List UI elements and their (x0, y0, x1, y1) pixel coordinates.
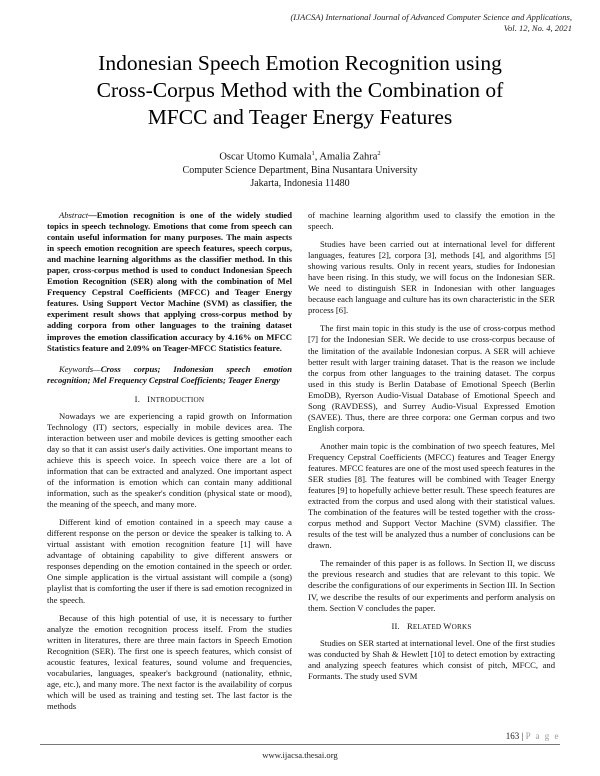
page-number-value: 163 (505, 731, 520, 741)
journal-name: (IJACSA) International Journal of Advanced Computer Science and Applications, (290, 12, 572, 22)
paragraph: The remainder of this paper is as follows. In Section II, we discuss the previous research and studies that are relevant to this topic. We describe the configurations of our experiments in Section III. In Section IV, we describe the results of our experiments and perform analysis on them. Section V concludes the paper. (308, 558, 555, 613)
paragraph: Another main topic is the combination of two speech features, Mel Frequency Cepstral Coefficients (MFCC) features and Teager Energy features. MFCC features are one of the most used speech features in the SER studies [8]. The features will be combined with Teager Energy features [9] to hopefully achieve better result. These speech features are extracted from the corpus and used along with their statistical values. The combination of the features will be tested together with the cross-corpus method and Support Vector Machine (SVM) classifier. The results of the test will be analyzed thus a number of conclusions can be drawn. (308, 440, 555, 551)
section-heading-introduction (47, 394, 292, 406)
author-block (40, 148, 560, 190)
paragraph: Different kind of emotion contained in a speech may cause a different response on the person or device the speaker is talking to. A virtual assistant with emotion recognition feature [1] will have advantage of obtaining capability to give different answers or responses depending on the emotion contained in the speech or order. One simple application is the virtual assistant will compile a (song) playlist that is comforting the user if there is sad emotion recognized in the speech. (47, 517, 292, 605)
section-title-initial: W (443, 620, 452, 631)
left-column (47, 210, 292, 719)
footer-url: www.ijacsa.thesai.org (262, 750, 338, 760)
abstract-dash: — (88, 210, 97, 220)
author-1: Oscar Utomo Kumala (219, 151, 312, 163)
section-title-rest: ELATED (412, 622, 444, 631)
paragraph: Because of this high potential of use, it is necessary to further analyze the emotion recognition process itself. From the studies written in literatures, there are three main factors in Speech Emotion Recognition (SER). The first one is speech features, which consist of acoustic features, lexical features, sound volume and frequencies, vocabularies, languages, speaker's background (nationality, ethnic, age, etc.), and many more. The next factor is the availability of corpus which will be used as training and testing set. The last factor is the methods (47, 612, 292, 711)
section-title-initial: I (147, 393, 151, 404)
right-column (308, 210, 555, 689)
paragraph: of machine learning algorithm used to classify the emotion in the speech. (308, 210, 555, 232)
author-names (40, 148, 560, 164)
section-title-rest: NTRODUCTION (150, 395, 205, 404)
affiliation: Computer Science Department, Bina Nusantara University (182, 165, 418, 176)
abstract (47, 210, 292, 354)
keywords-text: Cross corpus; Indonesian speech emotion recognition; Mel Frequency Cepstral Coefficients; Teager Energy (47, 363, 292, 385)
abstract-text: Emotion recognition is one of the widely studied topics in speech technology. Emotions that come from speech can contain useful information for many purposes. The main aspects in speech emotion recognition are speech features, speech corpus, and machine learning algorithms as the classifier method. In this paper, cross-corpus method is used to conduct Indonesian Speech Emotion Recognition (SER) along with the combination of Mel Frequency Cepstral Coefficients (MFCC) and Teager Energy features. Using Support Vector Machine (SVM) as classifier, the experiment result shows that applying cross-corpus method by adding corpora from other languages to the training dataset improves the emotion classification accuracy by 4.16% on MFCC Statistics feature and 2.09% on Teager-MFCC Statistics feature. (47, 210, 292, 353)
keywords-label: Keywords— (59, 363, 101, 374)
paper-title (40, 50, 560, 131)
abstract-label: Abstract (59, 210, 89, 220)
title-line-1: Indonesian Speech Emotion Recognition using (98, 51, 502, 75)
section-title-rest: ORKS (451, 622, 472, 631)
journal-volume: Vol. 12, No. 4, 2021 (503, 23, 572, 33)
author-2-affil-mark: 2 (377, 150, 381, 157)
page-label: P a g e (525, 731, 560, 741)
section-number: I. (134, 393, 141, 404)
journal-header (290, 12, 572, 34)
paragraph: Studies on SER started at international level. One of the first studies was conducted by Shah & Hewlett [10] to detect emotion by extracting and analyzing speech features which consist of pitch, MFCC, and Formants. The study used SVM (308, 637, 555, 681)
paragraph: Studies have been carried out at international level for different languages, features [2], corpora [3], methods [4], and algorithms [5] showing various results. Only in recent years, studies for Indonesian have been rising. In this study, we will focus on the Indonesian SER. We need to distinguish SER in Indonesian with other languages because each language and culture has its own characteristic in the SER process [6]. (308, 239, 555, 316)
section-heading-related-works (308, 621, 555, 633)
paragraph: The first main topic in this study is the use of cross-corpus method [7] for the Indonesian SER. We decide to use cross-corpus because of the limitation of the available Indonesian corpus. A SER will achieve better result with larger training dataset. That is the reason we include the corpus from other languages to the training dataset. The corpus used in this study is Berlin Database of Emotional Speech (Berlin EmoDB), Ryerson Audio-Visual Database of Emotional Speech and Song (RAVDESS), and Surrey Audio-Visual Expressed Emotion (SAVEE). Thus, there are three corpora: one German corpus and two English corpora. (308, 323, 555, 433)
page-number-separator: | (519, 731, 526, 741)
title-line-3: MFCC and Teager Energy Features (147, 105, 453, 129)
section-number: II. (391, 620, 400, 631)
section-title-initial: R (406, 620, 413, 631)
footer-divider (40, 744, 560, 745)
paragraph: Nowadays we are experiencing a rapid growth on Information Technology (IT) sectors, especially in mobile devices area. The interaction between user and mobile devices is getting smoother each day so that it can assist user's daily activities. One important means to achieve this is speech voice. In speech voice there are a lot of information that can be extracted and analyzed. One important aspect of the information is emotion which can contain many additional information, such as the speaker's condition (physical state or mood), the meaning of the speech, and many more. (47, 410, 292, 510)
author-1-affil-mark: 1 (311, 150, 315, 157)
page-number (506, 731, 560, 741)
title-line-2: Cross-Corpus Method with the Combination of (96, 78, 504, 102)
author-separator: , (314, 151, 320, 163)
keywords (47, 364, 292, 386)
affiliation-location: Jakarta, Indonesia 11480 (250, 177, 350, 189)
author-2: Amalia Zahra (319, 151, 378, 163)
